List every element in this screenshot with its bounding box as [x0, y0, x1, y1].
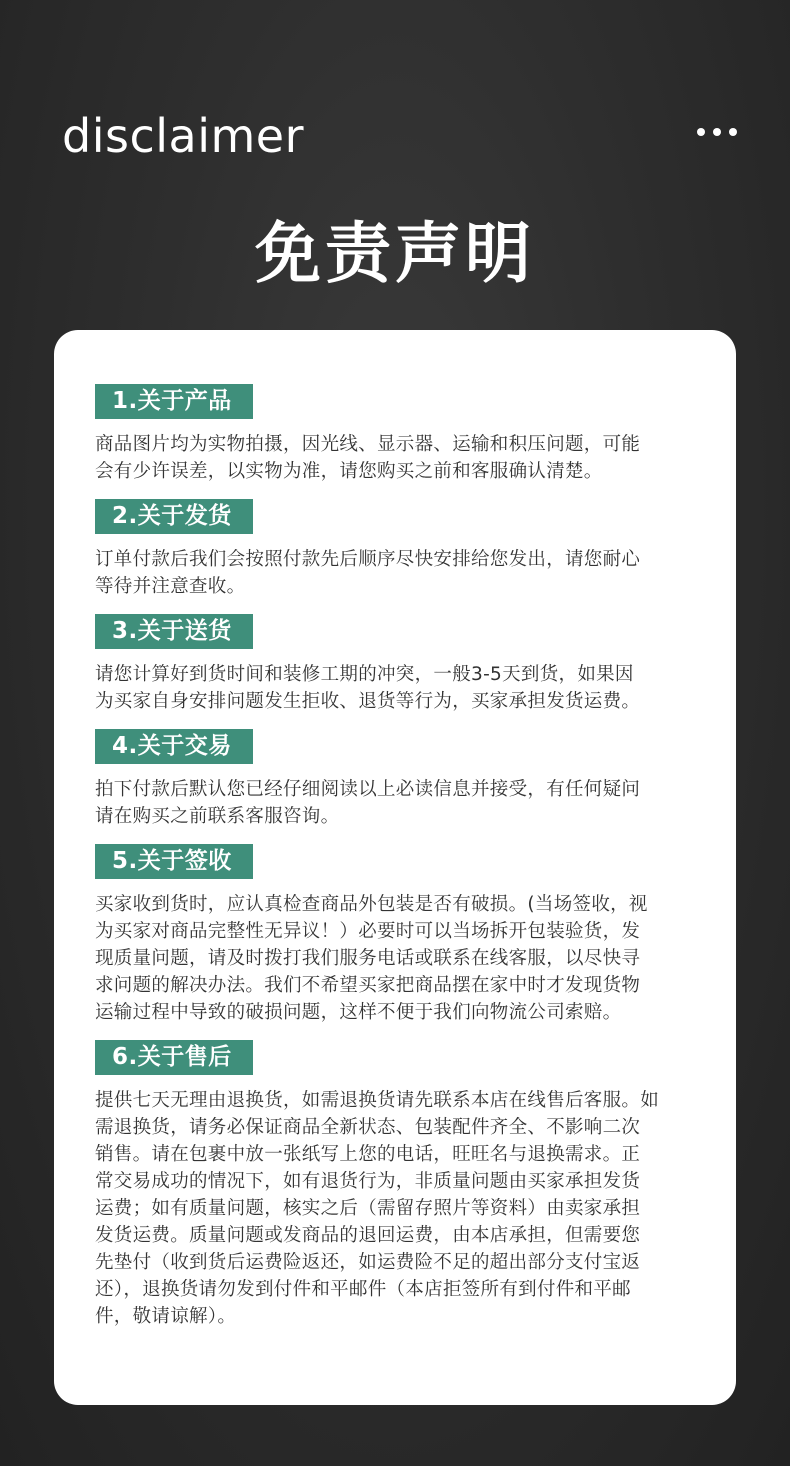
section-shipping	[95, 499, 696, 600]
section-after-sales	[95, 1040, 696, 1330]
section-receipt	[95, 844, 696, 1026]
section-heading: 2.关于发货	[95, 499, 253, 534]
english-title: disclaimer	[62, 109, 305, 163]
section-delivery	[95, 614, 696, 715]
section-heading: 6.关于售后	[95, 1040, 253, 1075]
section-body: 请您计算好到货时间和装修工期的冲突，一般3-5天到货，如果因 为买家自身安排问题发生拒收、退货等行为，买家承担发货运费。	[95, 664, 641, 712]
section-transaction	[95, 729, 696, 830]
more-dot	[729, 128, 737, 136]
page-title: 免责声明	[255, 215, 535, 292]
more-dot	[697, 128, 705, 136]
more-horizontal-icon[interactable]	[697, 127, 737, 137]
section-heading: 5.关于签收	[95, 844, 253, 879]
section-heading: 1.关于产品	[95, 384, 253, 419]
section-heading: 4.关于交易	[95, 729, 253, 764]
disclaimer-card	[54, 330, 736, 1405]
section-body: 买家收到货时，应认真检查商品外包装是否有破损。(当场签收，视 为买家对商品完整性无异议！）必要时可以当场拆开包装验货，发 现质量问题，请及时拨打我们服务电话或联系在线客服，以尽快寻 求问题的解决办法。我们不希望买家把商品摆在家中时才发现货物 运输过程中导致的破损问题，这样不便于我们向物流公司索赔。	[95, 894, 648, 1023]
more-dot	[713, 128, 721, 136]
section-body: 商品图片均为实物拍摄，因光线、显示器、运输和积压问题，可能 会有少许误差，以实物为准，请您购买之前和客服确认清楚。	[95, 434, 641, 482]
section-body: 订单付款后我们会按照付款先后顺序尽快安排给您发出，请您耐心 等待并注意查收。	[95, 549, 641, 597]
section-body: 提供七天无理由退换货，如需退换货请先联系本店在线售后客服。如 需退换货，请务必保证商品全新状态、包装配件齐全、不影响二次 销售。请在包裹中放一张纸写上您的电话，旺旺名与退换需求。正 常交易成功的情况下，如有退货行为，非质量问题由买家承担发货 运费；如有质量问题，核实之后（需留存照片等资料）由卖家承担 发货运费。质量问题或发商品的退回运费，由本店承担，但需要您 先垫付（收到货后运费险返还，如运费险不足的超出部分支付宝返 还），退换货请勿发到付件和平邮件（本店拒签所有到付件和平邮 件，敬请谅解）。	[95, 1090, 660, 1327]
section-body: 拍下付款后默认您已经仔细阅读以上必读信息并接受，有任何疑问 请在购买之前联系客服咨询。	[95, 779, 641, 827]
section-product	[95, 384, 696, 485]
section-heading: 3.关于送货	[95, 614, 253, 649]
